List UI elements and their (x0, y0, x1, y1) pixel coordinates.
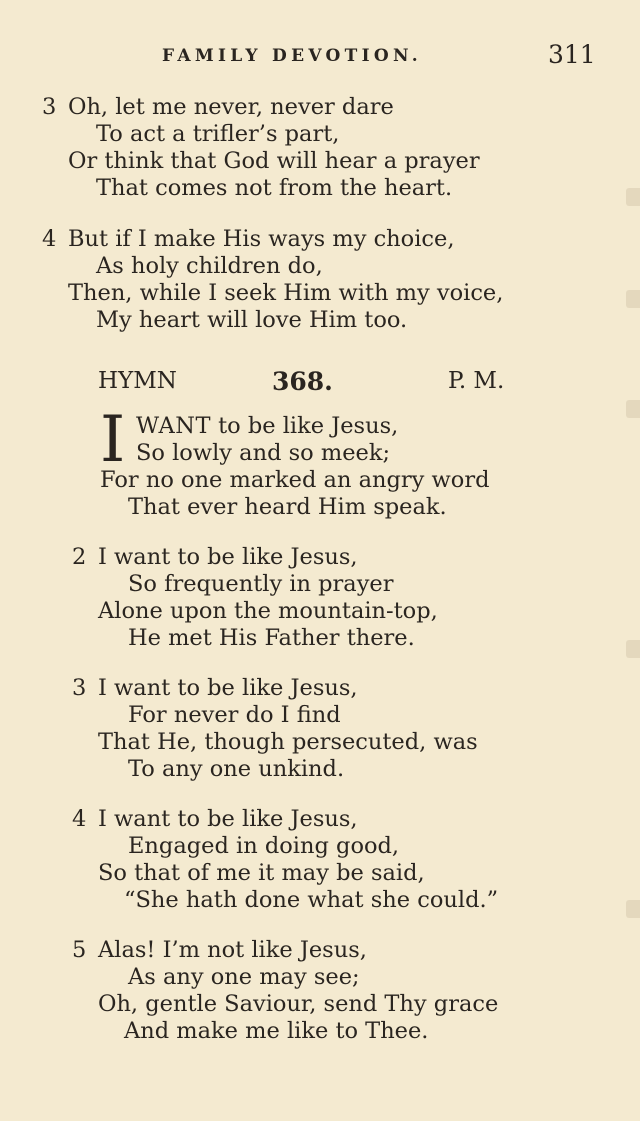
verse-line: Or think that God will hear a prayer (68, 148, 480, 174)
bleed-through-mark (626, 188, 640, 206)
verse-number: 3 (42, 94, 57, 120)
page-number: 311 (548, 40, 596, 69)
verse-line: Alas! I’m not like Jesus, (98, 937, 367, 963)
verse-line: So that of me it may be said, (98, 860, 425, 886)
verse-line: Oh, gentle Saviour, send Thy grace (98, 991, 499, 1017)
drop-cap: I (100, 403, 126, 477)
verse-line: I want to be like Jesus, (98, 675, 358, 701)
verse-line: I want to be like Jesus, (98, 806, 358, 832)
verse-number: 3 (72, 675, 87, 701)
verse-line: That ever heard Him speak. (128, 494, 447, 520)
bleed-through-mark (626, 290, 640, 308)
page-header (0, 40, 640, 72)
verse-line: And make me like to Thee. (124, 1018, 429, 1044)
verse-line-first (136, 413, 398, 440)
verse-line: So frequently in prayer (128, 571, 394, 597)
verse-line: Engaged in doing good, (128, 833, 400, 859)
verse-line: That comes not from the heart. (96, 175, 453, 201)
first-line-rest: to be like Jesus, (218, 413, 399, 439)
hymn-number: 368. (272, 367, 333, 396)
hymn-meter: P. M. (448, 368, 505, 394)
verse-line: Oh, let me never, never dare (68, 94, 394, 120)
verse-line: Then, while I seek Him with my voice, (68, 280, 504, 306)
bleed-through-mark (626, 900, 640, 918)
hymn-label: HYMN (98, 368, 177, 394)
verse-line: Alone upon the mountain-top, (98, 598, 438, 624)
verse-line: “She hath done what she could.” (124, 887, 499, 913)
verse-line: To act a trifler’s part, (96, 121, 340, 147)
verse-number: 5 (72, 937, 87, 963)
running-title: FAMILY DEVOTION. (162, 46, 422, 66)
verse-line: I want to be like Jesus, (98, 544, 358, 570)
bleed-through-mark (626, 640, 640, 658)
first-word: WANT (136, 413, 211, 439)
verse-line: As any one may see; (128, 964, 360, 990)
bleed-through-mark (626, 400, 640, 418)
verse-line: For never do I find (128, 702, 341, 728)
verse-line: For no one marked an angry word (100, 467, 490, 493)
verse-line: As holy children do, (96, 253, 323, 279)
verse-line: He met His Father there. (128, 625, 415, 651)
verse-line: To any one unkind. (128, 756, 345, 782)
verse-line: My heart will love Him too. (96, 307, 408, 333)
verse-number: 4 (42, 226, 57, 252)
verse-number: 4 (72, 806, 87, 832)
verse-number: 2 (72, 544, 87, 570)
verse-line: So lowly and so meek; (136, 440, 391, 466)
verse-line: That He, though persecuted, was (98, 729, 478, 755)
hymn-heading (0, 367, 640, 399)
verse-line: But if I make His ways my choice, (68, 226, 455, 252)
